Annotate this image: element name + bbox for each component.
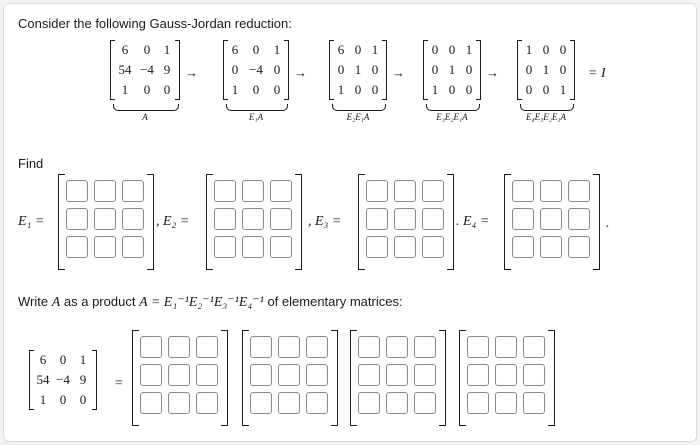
equals-identity: = I bbox=[588, 66, 606, 81]
entry-input-box[interactable] bbox=[122, 180, 144, 202]
matrix-cell: 6 bbox=[337, 42, 345, 57]
entry-input-box[interactable] bbox=[278, 392, 300, 414]
entry-input-box[interactable] bbox=[270, 236, 292, 258]
entry-input-box[interactable] bbox=[358, 336, 380, 358]
entry-input-box[interactable] bbox=[540, 208, 562, 230]
matrix-cell: 0 bbox=[143, 42, 151, 57]
entry-input-box[interactable] bbox=[242, 180, 264, 202]
reduction-matrix bbox=[518, 40, 574, 100]
matrix-cell: 0 bbox=[371, 82, 379, 97]
matrix-cell: 0 bbox=[273, 62, 281, 77]
entry-input-box[interactable] bbox=[168, 392, 190, 414]
matrix-cell: 1 bbox=[79, 352, 87, 367]
entry-input-box[interactable] bbox=[495, 364, 517, 386]
write-suffix: of elementary matrices: bbox=[263, 294, 403, 309]
product-equals: = bbox=[114, 376, 124, 391]
entry-input-box[interactable] bbox=[467, 336, 489, 358]
matrix-cell: 0 bbox=[559, 62, 567, 77]
entry-input-box[interactable] bbox=[278, 364, 300, 386]
entry-input-box[interactable] bbox=[414, 364, 436, 386]
entry-input-box[interactable] bbox=[366, 208, 388, 230]
underbrace bbox=[426, 104, 480, 111]
matrix-cell: 1 bbox=[448, 62, 456, 77]
matrix-cell: 0 bbox=[231, 62, 239, 77]
matrix-cell: −4 bbox=[140, 62, 154, 77]
matrix-cell: 1 bbox=[542, 62, 550, 77]
elementary-matrix-label: . E₄ = bbox=[456, 214, 490, 229]
matrix-cell: 1 bbox=[163, 42, 171, 57]
underbrace-label: E₁A bbox=[248, 112, 264, 122]
entry-input-box[interactable] bbox=[140, 336, 162, 358]
underbrace-label: E₃E₂E₁A bbox=[436, 112, 468, 122]
underbrace-label: A bbox=[142, 112, 148, 122]
underbrace bbox=[113, 104, 179, 111]
matrix-cell: 1 bbox=[337, 82, 345, 97]
matrix-cell: 0 bbox=[143, 82, 151, 97]
entry-input-box[interactable] bbox=[168, 364, 190, 386]
write-formula: A = E₁⁻¹E₂⁻¹E₃⁻¹E₄⁻¹ bbox=[139, 295, 264, 310]
elementary-matrix-label: , E₂ = bbox=[156, 214, 190, 229]
bracket-left bbox=[329, 40, 334, 100]
product-matrix-A bbox=[30, 350, 96, 410]
entry-input-box[interactable] bbox=[394, 208, 416, 230]
matrix-cell: 0 bbox=[354, 82, 362, 97]
matrix-cell: 1 bbox=[231, 82, 239, 97]
entry-input-box[interactable] bbox=[394, 236, 416, 258]
entry-input-box[interactable] bbox=[122, 236, 144, 258]
entry-input-box[interactable] bbox=[523, 364, 545, 386]
elementary-matrix-label: E₁ = bbox=[18, 214, 45, 229]
elementary-matrix-label: , E₃ = bbox=[308, 214, 342, 229]
entry-input-box[interactable] bbox=[140, 364, 162, 386]
entry-input-box[interactable] bbox=[386, 336, 408, 358]
bracket-left bbox=[223, 40, 228, 100]
entry-input-box[interactable] bbox=[250, 392, 272, 414]
matrix-cell: 54 bbox=[118, 62, 132, 77]
bracket-left bbox=[423, 40, 428, 100]
matrix-cell: 1 bbox=[431, 82, 439, 97]
matrix-cell: 0 bbox=[371, 62, 379, 77]
entry-input-box[interactable] bbox=[568, 208, 590, 230]
matrix-cell: 0 bbox=[525, 82, 533, 97]
entry-input-box[interactable] bbox=[512, 180, 534, 202]
entry-input-box[interactable] bbox=[94, 236, 116, 258]
matrix-cell: 9 bbox=[79, 372, 87, 387]
matrix-cell: 6 bbox=[39, 352, 47, 367]
matrix-cell: 1 bbox=[371, 42, 379, 57]
find-label: Find bbox=[18, 156, 44, 171]
entry-input-box[interactable] bbox=[168, 336, 190, 358]
matrix-cell: 0 bbox=[431, 42, 439, 57]
matrix-cell: 0 bbox=[431, 62, 439, 77]
entry-input-box[interactable] bbox=[512, 236, 534, 258]
entry-input-box[interactable] bbox=[523, 336, 545, 358]
matrix-cell: 0 bbox=[448, 42, 456, 57]
entry-input-box[interactable] bbox=[568, 236, 590, 258]
bracket-right bbox=[476, 40, 481, 100]
write-middle: as a product bbox=[60, 294, 140, 309]
product-factor-input-2 bbox=[242, 330, 338, 426]
write-instruction bbox=[18, 294, 403, 311]
entry-input-box[interactable] bbox=[306, 364, 328, 386]
elementary-matrix-input-3 bbox=[358, 174, 454, 270]
problem-card bbox=[3, 3, 697, 442]
bracket-left bbox=[110, 40, 115, 100]
bracket-left bbox=[517, 40, 522, 100]
reduction-matrix bbox=[424, 40, 480, 100]
reduction-arrow: → bbox=[294, 65, 307, 80]
entry-input-box[interactable] bbox=[66, 236, 88, 258]
entry-input-box[interactable] bbox=[242, 236, 264, 258]
elementary-matrix-input-1 bbox=[58, 174, 154, 270]
entry-input-box[interactable] bbox=[358, 364, 380, 386]
reduction-arrow: → bbox=[392, 65, 405, 80]
elementary-matrix-input-4 bbox=[504, 174, 600, 270]
underbrace bbox=[520, 104, 574, 111]
entry-input-box[interactable] bbox=[467, 364, 489, 386]
elementary-matrix-input-2 bbox=[206, 174, 302, 270]
entry-input-box[interactable] bbox=[270, 208, 292, 230]
entry-input-box[interactable] bbox=[366, 236, 388, 258]
entry-input-box[interactable] bbox=[196, 392, 218, 414]
entry-input-box[interactable] bbox=[540, 180, 562, 202]
matrix-cell: 0 bbox=[252, 42, 260, 57]
entry-input-box[interactable] bbox=[306, 392, 328, 414]
matrix-cell: 0 bbox=[559, 42, 567, 57]
entry-input-box[interactable] bbox=[386, 364, 408, 386]
entry-input-box[interactable] bbox=[386, 392, 408, 414]
entry-input-box[interactable] bbox=[358, 392, 380, 414]
entry-input-box[interactable] bbox=[278, 336, 300, 358]
entry-input-box[interactable] bbox=[66, 208, 88, 230]
entry-input-box[interactable] bbox=[66, 180, 88, 202]
matrix-cell: 9 bbox=[163, 62, 171, 77]
matrix-cell: 6 bbox=[121, 42, 129, 57]
entry-input-box[interactable] bbox=[140, 392, 162, 414]
write-A: A bbox=[51, 295, 61, 310]
matrix-cell: −4 bbox=[56, 372, 70, 387]
matrix-cell: 0 bbox=[542, 82, 550, 97]
matrix-cell: 0 bbox=[354, 42, 362, 57]
entry-input-box[interactable] bbox=[196, 336, 218, 358]
matrix-cell: 0 bbox=[163, 82, 171, 97]
matrix-cell: 0 bbox=[337, 62, 345, 77]
matrix-cell: 54 bbox=[36, 372, 50, 387]
entry-input-box[interactable] bbox=[122, 208, 144, 230]
entry-input-box[interactable] bbox=[94, 180, 116, 202]
underbrace bbox=[332, 104, 386, 111]
entry-input-box[interactable] bbox=[422, 236, 444, 258]
matrix-cell: 1 bbox=[559, 82, 567, 97]
matrix-cell: 1 bbox=[465, 42, 473, 57]
entry-input-box[interactable] bbox=[512, 208, 534, 230]
underbrace bbox=[226, 104, 288, 111]
entry-input-box[interactable] bbox=[523, 392, 545, 414]
write-prefix: Write bbox=[18, 294, 52, 309]
find-end-period: . bbox=[606, 216, 610, 231]
matrix-cell: 0 bbox=[525, 62, 533, 77]
bracket-right bbox=[382, 40, 387, 100]
reduction-matrix bbox=[111, 40, 179, 100]
matrix-cell: 0 bbox=[542, 42, 550, 57]
entry-input-box[interactable] bbox=[196, 364, 218, 386]
entry-input-box[interactable] bbox=[414, 392, 436, 414]
reduction-matrix bbox=[224, 40, 288, 100]
entry-input-box[interactable] bbox=[94, 208, 116, 230]
entry-input-box[interactable] bbox=[414, 336, 436, 358]
product-factor-input-3 bbox=[350, 330, 446, 426]
entry-input-box[interactable] bbox=[250, 364, 272, 386]
matrix-cell: 0 bbox=[79, 392, 87, 407]
underbrace-label: E₂E₁A bbox=[346, 112, 370, 122]
matrix-cell: 0 bbox=[252, 82, 260, 97]
entry-input-box[interactable] bbox=[495, 392, 517, 414]
matrix-cell: 0 bbox=[273, 82, 281, 97]
underbrace-label: E₄E₃E₂E₁A bbox=[525, 112, 566, 122]
entry-input-box[interactable] bbox=[250, 336, 272, 358]
matrix-cell: 0 bbox=[465, 82, 473, 97]
bracket-right bbox=[92, 350, 97, 410]
product-factor-input-1 bbox=[132, 330, 228, 426]
matrix-cell: −4 bbox=[249, 62, 263, 77]
reduction-matrix bbox=[330, 40, 386, 100]
entry-input-box[interactable] bbox=[422, 180, 444, 202]
entry-input-box[interactable] bbox=[422, 208, 444, 230]
intro-text: Consider the following Gauss-Jordan reduction: bbox=[18, 16, 292, 31]
entry-input-box[interactable] bbox=[306, 336, 328, 358]
matrix-cell: 6 bbox=[231, 42, 239, 57]
matrix-cell: 1 bbox=[39, 392, 47, 407]
entry-input-box[interactable] bbox=[242, 208, 264, 230]
matrix-cell: 0 bbox=[59, 352, 67, 367]
matrix-cell: 1 bbox=[354, 62, 362, 77]
reduction-arrow: → bbox=[486, 65, 499, 80]
product-factor-input-4 bbox=[459, 330, 555, 426]
matrix-cell: 1 bbox=[525, 42, 533, 57]
entry-input-box[interactable] bbox=[214, 236, 236, 258]
bracket-right bbox=[570, 40, 575, 100]
matrix-cell: 0 bbox=[465, 62, 473, 77]
entry-input-box[interactable] bbox=[270, 180, 292, 202]
entry-input-box[interactable] bbox=[394, 180, 416, 202]
entry-input-box[interactable] bbox=[214, 180, 236, 202]
entry-input-box[interactable] bbox=[495, 336, 517, 358]
matrix-cell: 0 bbox=[448, 82, 456, 97]
reduction-arrow: → bbox=[185, 65, 198, 80]
matrix-cell: 0 bbox=[59, 392, 67, 407]
bracket-right bbox=[175, 40, 180, 100]
entry-input-box[interactable] bbox=[540, 236, 562, 258]
matrix-cell: 1 bbox=[273, 42, 281, 57]
entry-input-box[interactable] bbox=[366, 180, 388, 202]
entry-input-box[interactable] bbox=[214, 208, 236, 230]
entry-input-box[interactable] bbox=[467, 392, 489, 414]
matrix-cell: 1 bbox=[121, 82, 129, 97]
bracket-right bbox=[284, 40, 289, 100]
entry-input-box[interactable] bbox=[568, 180, 590, 202]
bracket-left bbox=[29, 350, 34, 410]
